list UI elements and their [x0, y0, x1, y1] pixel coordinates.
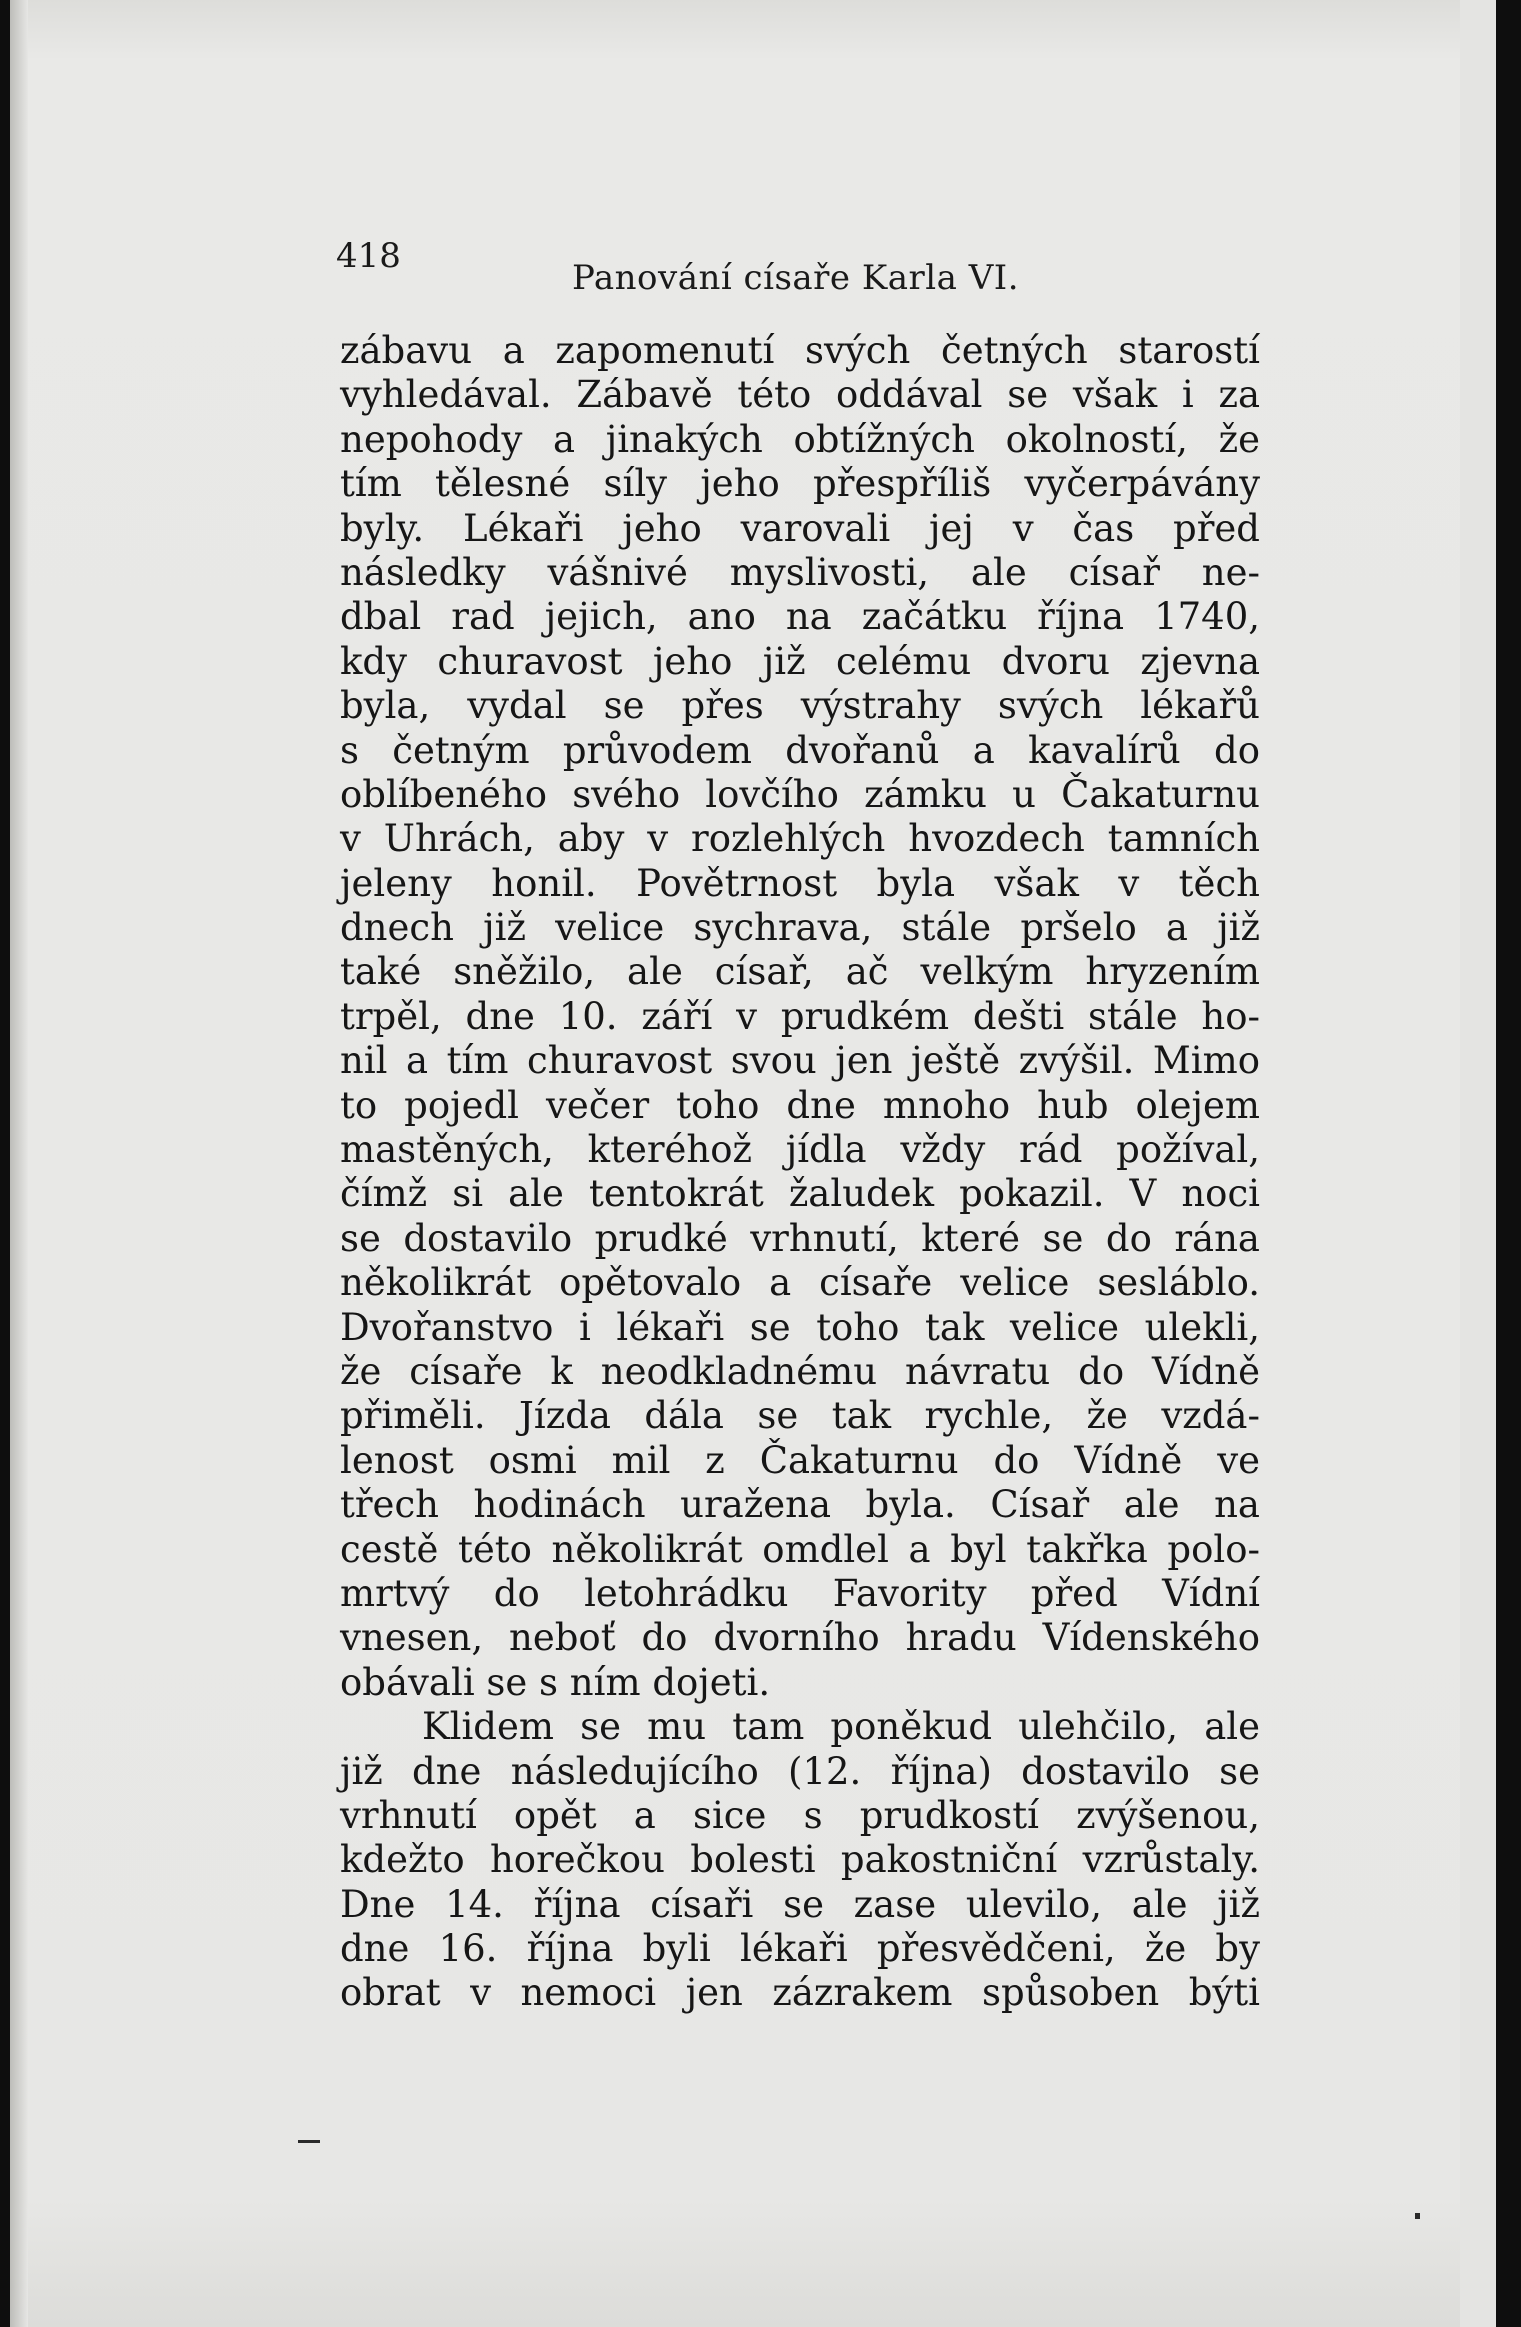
- text-line: oblíbeného svého lovčího zámku u Čakaturnu: [340, 772, 1260, 816]
- text-line: následky vášnivé myslivosti, ale císař ne-: [340, 550, 1260, 594]
- body-text: [340, 329, 1260, 2016]
- text-line: několikrát opětovalo a císaře velice sesláblo.: [340, 1261, 1260, 1305]
- text-line: nepohody a jinakých obtížných okolností, že: [340, 417, 1260, 461]
- text-line: kdežto horečkou bolesti pakostniční vzrůstaly.: [340, 1838, 1260, 1882]
- text-line: vnesen, neboť do dvorního hradu Vídenského: [340, 1616, 1260, 1660]
- page-header: [10, 236, 1460, 296]
- text-line: trpěl, dne 10. září v prudkém dešti stále ho-: [340, 994, 1260, 1038]
- text-line: vrhnutí opět a sice s prudkostí zvýšenou,: [340, 1793, 1260, 1837]
- text-line: kdy churavost jeho již celému dvoru zjevna: [340, 639, 1260, 683]
- page-edge-shadow: [10, 0, 28, 2327]
- text-line: třech hodinách uražena byla. Císař ale na: [340, 1483, 1260, 1527]
- text-line: vyhledával. Zábavě této oddával se však i za: [340, 373, 1260, 417]
- text-line: Dvořanstvo i lékaři se toho tak velice ulekli,: [340, 1305, 1260, 1349]
- text-line: dbal rad jejich, ano na začátku října 1740,: [340, 595, 1260, 639]
- text-line: tím tělesné síly jeho přespříliš vyčerpávány: [340, 462, 1260, 506]
- text-line: dnech již velice sychrava, stále pršelo a již: [340, 906, 1260, 950]
- text-line: se dostavilo prudké vrhnutí, které se do rána: [340, 1216, 1260, 1260]
- paragraph-start-line: Klidem se mu tam poněkud ulehčilo, ale: [422, 1705, 1260, 1749]
- text-line: lenost osmi mil z Čakaturnu do Vídně ve: [340, 1438, 1260, 1482]
- paragraph-end-line: obávali se s ním dojeti.: [340, 1660, 771, 1704]
- text-line: také sněžilo, ale císař, ač velkým hryzením: [340, 950, 1260, 994]
- scan-speck: [1415, 2213, 1420, 2219]
- text-line: s četným průvodem dvořanů a kavalírů do: [340, 728, 1260, 772]
- text-line: obrat v nemoci jen zázrakem spůsoben býti: [340, 1971, 1260, 2015]
- text-line: zábavu a zapomenutí svých četných starostí: [340, 329, 1260, 372]
- text-line: dne 16. října byli lékaři přesvědčeni, že by: [340, 1927, 1260, 1971]
- text-line: mrtvý do letohrádku Favority před Vídní: [340, 1571, 1260, 1615]
- text-line: Dne 14. října císaři se zase ulevilo, ale již: [340, 1882, 1260, 1926]
- text-line: nil a tím churavost svou jen ještě zvýšil. Mimo: [340, 1039, 1260, 1083]
- text-line: že císaře k neodkladnému návratu do Vídně: [340, 1349, 1260, 1393]
- text-line: jeleny honil. Povětrnost byla však v těch: [340, 861, 1260, 905]
- scan-speck: [298, 2140, 320, 2143]
- book-page: [10, 0, 1460, 2327]
- page-number: 418: [336, 236, 401, 276]
- text-line: byly. Lékaři jeho varovali jej v čas před: [340, 506, 1260, 550]
- text-line: cestě této několikrát omdlel a byl takřka polo-: [340, 1527, 1260, 1571]
- running-title: Panování císaře Karla VI.: [572, 258, 1020, 298]
- text-line: v Uhrách, aby v rozlehlých hvozdech tamních: [340, 817, 1260, 861]
- text-line: přiměli. Jízda dála se tak rychle, že vzdá-: [340, 1394, 1260, 1438]
- text-line: byla, vydal se přes výstrahy svých lékařů: [340, 684, 1260, 728]
- text-line: mastěných, kteréhož jídla vždy rád požíval,: [340, 1128, 1260, 1172]
- adjacent-page-edge: [1460, 0, 1496, 2327]
- text-line: čímž si ale tentokrát žaludek pokazil. V noci: [340, 1172, 1260, 1216]
- text-line: již dne následujícího (12. října) dostavilo se: [340, 1749, 1260, 1793]
- text-line: to pojedl večer toho dne mnoho hub olejem: [340, 1083, 1260, 1127]
